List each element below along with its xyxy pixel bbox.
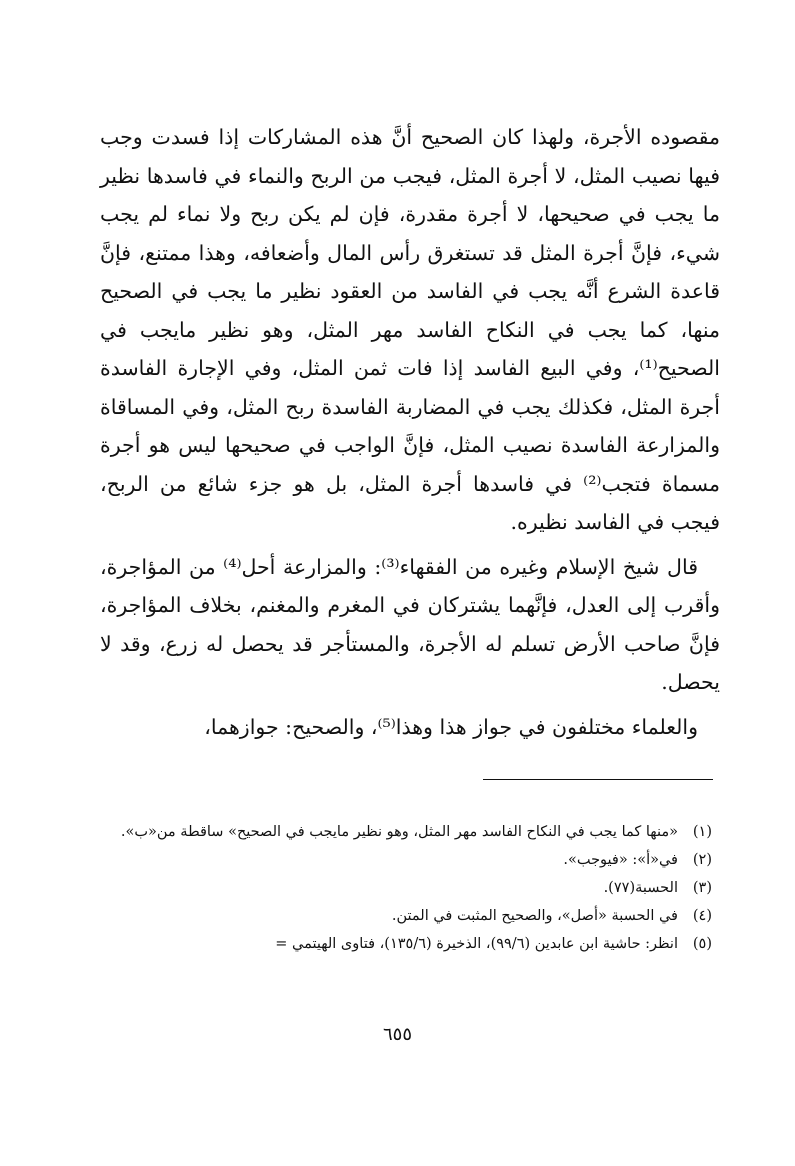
footnote-number: (٥)	[692, 936, 712, 952]
footnote-number: (٢)	[692, 852, 712, 868]
footnote-text: في الحسبة «أصل»، والصحيح المثبت في المتن.	[391, 908, 678, 924]
footnote-4	[100, 902, 712, 930]
footnote-5	[100, 930, 712, 958]
footnote-text: الحسبة(٧٧).	[603, 880, 678, 896]
paragraph-3: والعلماء مختلفون في جواز هذا وهذا⁽⁵⁾، والصحيح: جوازهما،	[204, 714, 698, 739]
footnote-divider	[483, 779, 713, 780]
paragraph-1: مقصوده الأجرة، ولهذا كان الصحيح أنَّ هذه المشاركات إذا فسدت وجب فيها نصيب المثل، لا أجرة المثل، فيجب من الربح والنماء في فاسدها نظير ما يجب في صحيحها، لا أجرة مقدرة، فإن لم يكن ربح ولا نماء لم يجب شيء، فإنَّ أجرة المثل قد تستغرق رأس المال وأضعافه، وهذا ممتنع، فإنَّ قاعدة الشرع أنَّه يجب في الفاسد من العقود نظير ما يجب في الصحيح منها، كما يجب في النكاح الفاسد مهر المثل، وهو نظير مايجب في الصحيح⁽¹⁾، وفي البيع الفاسد إذا فات ثمن المثل، وفي الإجارة الفاسدة أجرة المثل، فكذلك يجب في المضاربة الفاسدة ربح المثل، وفي المساقاة والمزارعة الفاسدة نصيب المثل، فإنَّ الواجب في صحيحها ليس هو أجرة مسماة فتجب⁽²⁾ في فاسدها أجرة المثل، بل هو جزء شائع من الربح، فيجب في الفاسد نظيره.	[100, 125, 720, 534]
footnote-number: (١)	[692, 824, 712, 840]
footnote-number: (٤)	[692, 908, 712, 924]
main-text	[100, 118, 720, 752]
footnote-2	[100, 846, 712, 874]
footnote-text: «منها كما يجب في النكاح الفاسد مهر المثل، وهو نظير مايجب في الصحيح» ساقطة من«ب».	[120, 824, 678, 840]
paragraph-2: قال شيخ الإسلام وغيره من الفقهاء⁽³⁾: والمزارعة أحل⁽⁴⁾ من المؤاجرة، وأقرب إلى العدل، فإنَّهما يشتركان في المغرم والمغنم، بخلاف المؤاجرة، فإنَّ صاحب الأرض تسلم له الأجرة، والمستأجر قد يحصل له زرع، وقد لا يحصل.	[100, 554, 720, 694]
footnote-text: انظر: حاشية ابن عابدين (٩٩/٦)، الذخيرة (١٣٥/٦)، فتاوى الهيتمي =	[275, 936, 678, 952]
footnote-number: (٣)	[692, 880, 712, 896]
footnote-1	[100, 818, 712, 846]
footnote-3	[100, 874, 712, 902]
footnotes	[100, 818, 712, 958]
footnote-text: في«أ»: «فيوجب».	[563, 852, 678, 868]
page-number: ٦٥٥	[382, 1024, 412, 1045]
